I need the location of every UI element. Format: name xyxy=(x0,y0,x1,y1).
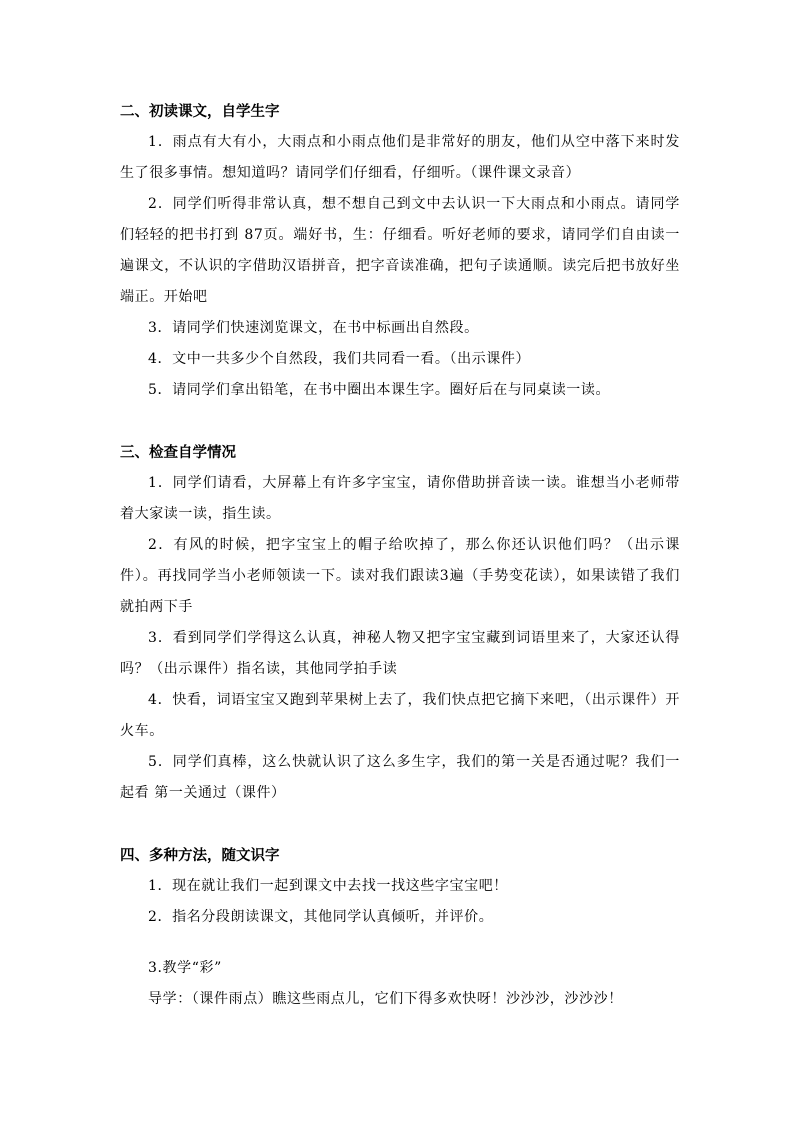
teaching-item: 3.教学“彩” xyxy=(148,960,222,976)
paragraph: 5．同学们真棒，这么快就认识了这么多生字，我们的第一关是否通过呢？我们一起看 第一关通过（课件） xyxy=(120,754,680,801)
section-heading: 三、检查自学情况 xyxy=(120,444,236,461)
paragraph: 4．快看，词语宝宝又跑到苹果树上去了，我们快点把它摘下来吧，（出示课件）开火车。 xyxy=(120,692,680,739)
paragraph: 2．同学们听得非常认真，想不想自己到文中去认识一下大雨点和小雨点。请同学们轻轻的把书打到 87页。端好书，生：仔细看。听好老师的要求，请同学们自由读一遍课文，不认识的字借助汉语拼音，把字音读准确，把句子读通顺。读完后把书放好坐端正。开始吧 xyxy=(120,196,680,305)
paragraph: 1．现在就让我们一起到课文中去找一找这些字宝宝吧！ xyxy=(148,878,508,894)
spacer xyxy=(120,406,680,437)
paragraph: 5．请同学们拿出铅笔，在书中圈出本课生字。圈好后在与同桌读一读。 xyxy=(148,382,611,398)
section-multiple-methods xyxy=(120,840,680,933)
paragraph: 2．有风的时候，把字宝宝上的帽子给吹掉了，那么你还认识他们吗？（出示课件）。再找同学当小老师领读一下。读对我们跟读3遍（手势变花读），如果读错了我们就拍两下手 xyxy=(120,537,680,615)
section-heading: 四、多种方法，随文识字 xyxy=(120,847,280,864)
guide-paragraph: 导学：（课件雨点）瞧这些雨点儿，它们下得多欢快呀！沙沙沙，沙沙沙！ xyxy=(148,991,623,1007)
paragraph: 1．雨点有大有小，大雨点和小雨点他们是非常好的朋友，他们从空中落下来时发生了很多事情。想知道吗？请同学们仔细看，仔细听。（课件课文录音） xyxy=(120,134,680,181)
spacer xyxy=(120,809,680,840)
spacer xyxy=(120,933,680,953)
document-body xyxy=(120,96,680,1015)
section-check-self-study xyxy=(120,437,680,809)
section-heading: 二、初读课文，自学生字 xyxy=(120,103,280,120)
section-initial-reading xyxy=(120,96,680,406)
paragraph: 3．看到同学们学得这么认真，神秘人物又把字宝宝藏到词语里来了，大家还认得吗？（出示课件）指名读，其他同学拍手读 xyxy=(120,630,680,677)
paragraph: 2．指名分段朗读课文，其他同学认真倾听，并评价。 xyxy=(148,909,494,925)
paragraph: 3．请同学们快速浏览课文，在书中标画出自然段。 xyxy=(148,320,479,336)
paragraph: 1．同学们请看，大屏幕上有许多字宝宝，请你借助拼音读一读。谁想当小老师带着大家读一读，指生读。 xyxy=(120,475,680,522)
paragraph: 4．文中一共多少个自然段，我们共同看一看。（出示课件） xyxy=(148,351,531,367)
